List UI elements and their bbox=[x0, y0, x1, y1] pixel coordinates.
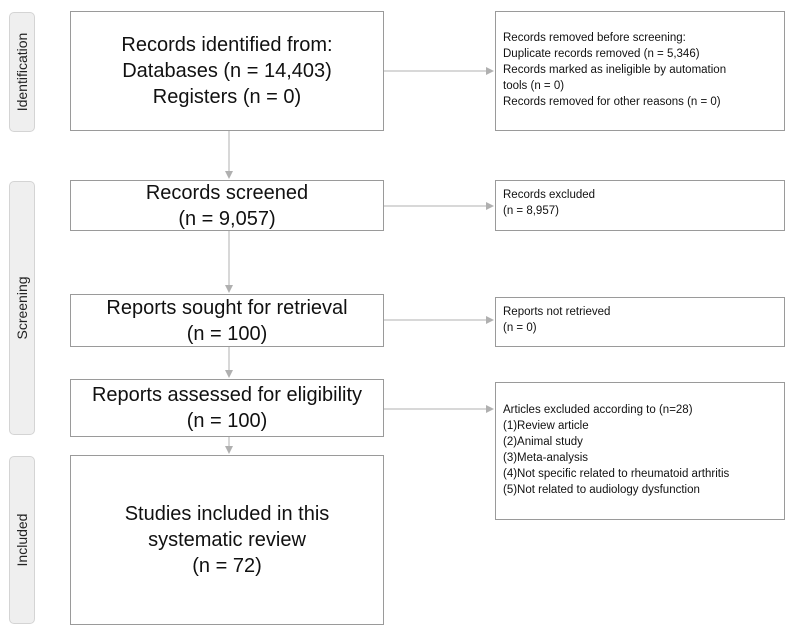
records-ineligible-automation-cont: tools (n = 0) bbox=[503, 80, 565, 92]
exclusion-reason-review: (1)Review article bbox=[503, 420, 589, 432]
records-removed-other: Records removed for other reasons (n = 0) bbox=[503, 96, 721, 108]
reports-sought-title: Reports sought for retrieval bbox=[106, 296, 348, 319]
phase-screening-label: Screening bbox=[14, 276, 30, 340]
studies-included-line2: systematic review bbox=[148, 529, 306, 551]
records-removed-title: Records removed before screening: bbox=[503, 32, 686, 44]
reports-not-retrieved-title: Reports not retrieved bbox=[503, 306, 611, 318]
studies-included-box bbox=[70, 455, 384, 625]
records-excluded-box bbox=[495, 180, 785, 231]
records-removed-box bbox=[495, 11, 785, 131]
records-screened-count: (n = 9,057) bbox=[178, 207, 276, 230]
phase-included bbox=[9, 456, 35, 624]
reports-sought-count: (n = 100) bbox=[186, 322, 268, 345]
records-identified-databases: Databases (n = 14,403) bbox=[122, 60, 332, 82]
records-identified-title: Records identified from: bbox=[121, 34, 333, 56]
phase-included-label: Included bbox=[14, 513, 30, 567]
phase-screening bbox=[9, 181, 35, 435]
phase-identification-label: Identification bbox=[14, 32, 30, 112]
records-identified-box bbox=[70, 11, 384, 131]
reports-not-retrieved-count: (n = 0) bbox=[503, 322, 537, 334]
articles-excluded-box bbox=[495, 382, 785, 520]
reports-assessed-count: (n = 100) bbox=[186, 410, 268, 432]
phase-identification bbox=[9, 12, 35, 132]
records-screened-title: Records screened bbox=[145, 181, 309, 204]
exclusion-reason-not-audiology: (5)Not related to audiology dysfunction bbox=[503, 484, 700, 496]
reports-not-retrieved-box bbox=[495, 297, 785, 347]
records-identified-registers: Registers (n = 0) bbox=[152, 86, 302, 108]
reports-assessed-box bbox=[70, 379, 384, 437]
records-screened-box bbox=[70, 180, 384, 231]
records-excluded-title: Records excluded bbox=[503, 189, 596, 201]
reports-sought-box bbox=[70, 294, 384, 347]
duplicate-records-removed: Duplicate records removed (n = 5,346) bbox=[503, 48, 700, 60]
exclusion-reason-not-ra: (4)Not specific related to rheumatoid arthritis bbox=[503, 468, 730, 480]
exclusion-reason-animal: (2)Animal study bbox=[503, 436, 583, 448]
reports-assessed-title: Reports assessed for eligibility bbox=[91, 384, 363, 406]
studies-included-line1: Studies included in this bbox=[124, 503, 330, 525]
records-ineligible-automation: Records marked as ineligible by automation bbox=[503, 64, 727, 76]
exclusion-reason-meta: (3)Meta-analysis bbox=[503, 452, 588, 464]
articles-excluded-title: Articles excluded according to (n=28) bbox=[503, 404, 693, 416]
studies-included-count: (n = 72) bbox=[192, 555, 262, 577]
records-excluded-count: (n = 8,957) bbox=[503, 205, 559, 217]
